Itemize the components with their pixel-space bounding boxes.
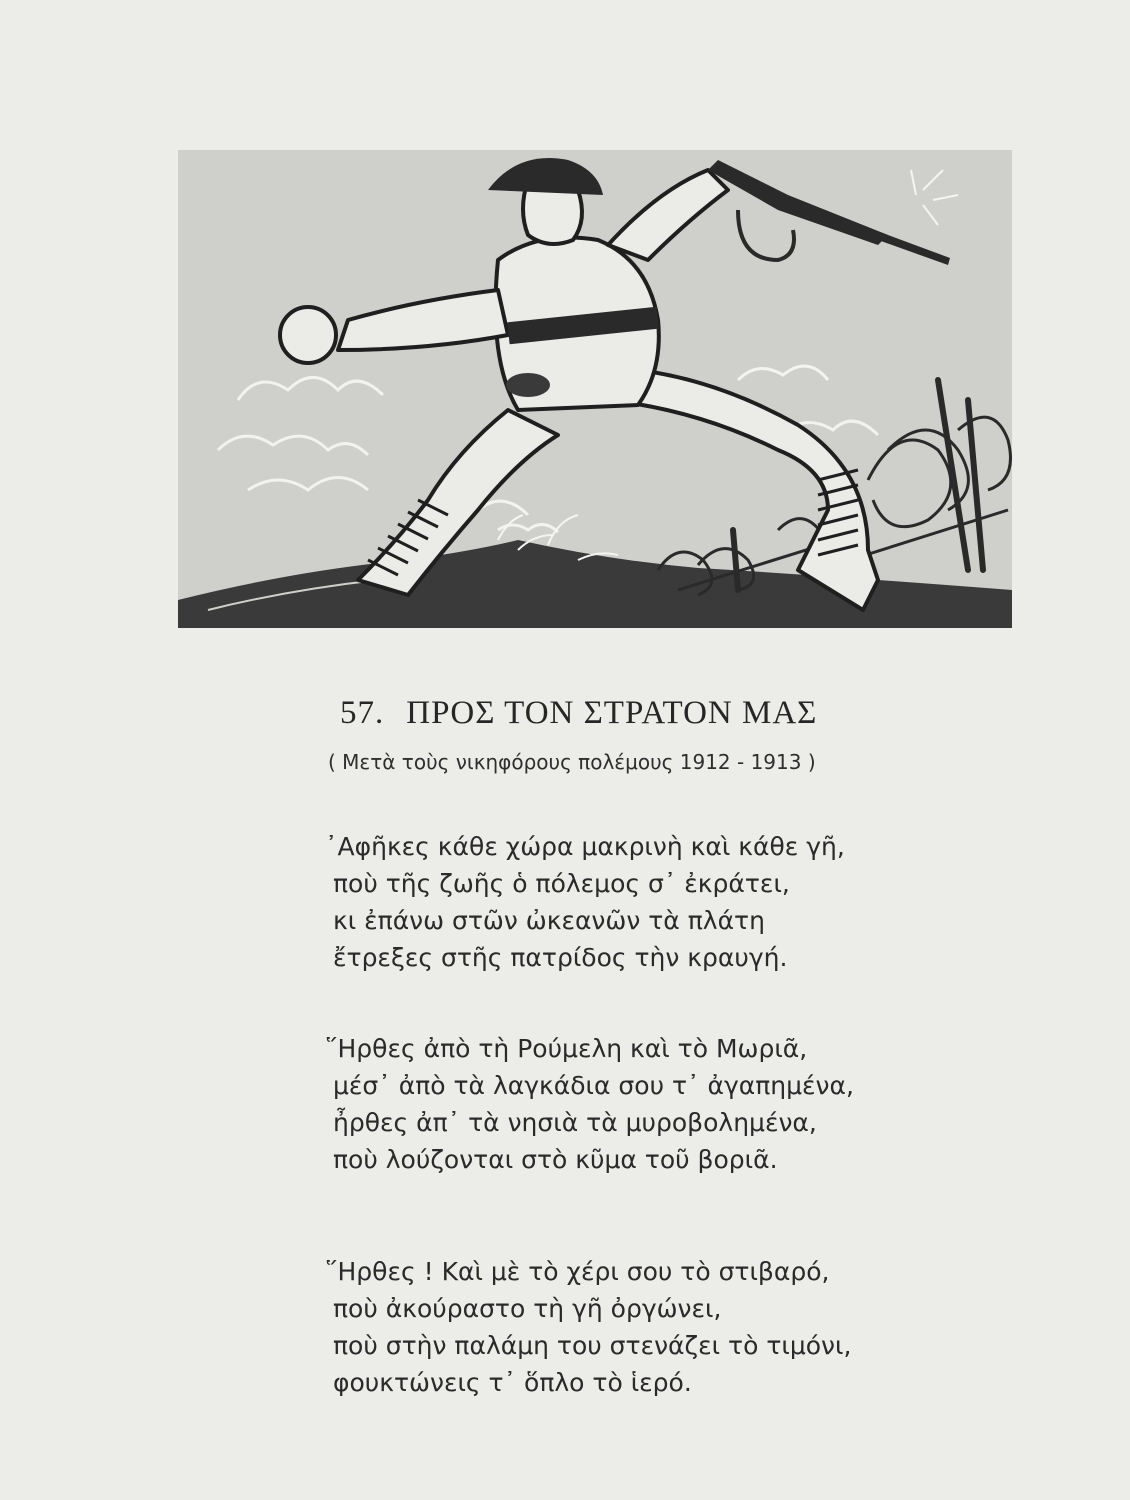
verse-line: ποὺ τῆς ζωῆς ὁ πόλεμος σ᾿ ἐκράτει, [333, 869, 790, 898]
poem-title-text: ΠΡΟΣ ΤΟΝ ΣΤΡΑΤΟΝ ΜΑΣ [406, 695, 818, 731]
verse-line: κι ἐπάνω στῶν ὠκεανῶν τὰ πλάτη [333, 906, 765, 935]
stanza-2 [325, 1030, 1005, 1178]
verse-line: φουκτώνεις τ᾿ ὅπλο τὸ ἱερό. [333, 1368, 692, 1397]
poem-subtitle: ( Μετὰ τοὺς νικηφόρους πολέμους 1912 - 1913 ) [328, 750, 816, 774]
verse-line: ἦρθες ἀπ᾿ τὰ νησιὰ τὰ μυροβολημένα, [333, 1108, 817, 1137]
verse-line: ποὺ λούζονται στὸ κῦμα τοῦ βοριᾶ. [333, 1145, 778, 1174]
soldier-throwing-grenade-icon [178, 150, 1012, 628]
poem-number: 57. [340, 695, 385, 731]
verse-line: ᾿Αφῆκες κάθε χώρα μακρινὴ καὶ κάθε γῆ, [325, 832, 845, 861]
verse-line: ῞Ηρθες ἀπὸ τὴ Ρούμελη καὶ τὸ Μωριᾶ, [325, 1034, 808, 1063]
stanza-1 [325, 828, 1005, 976]
poem-title [340, 695, 960, 732]
verse-line: ῞Ηρθες ! Καὶ μὲ τὸ χέρι σου τὸ στιβαρό, [325, 1257, 830, 1286]
verse-line: μέσ᾿ ἀπὸ τὰ λαγκάδια σου τ᾿ ἀγαπημένα, [333, 1071, 854, 1100]
soldier-illustration [178, 150, 1012, 628]
verse-line: ποὺ στὴν παλάμη του στενάζει τὸ τιμόνι, [333, 1331, 852, 1360]
stanza-3 [325, 1253, 1005, 1401]
verse-line: ἔτρεξες στῆς πατρίδος τὴν κραυγή. [333, 943, 788, 972]
verse-line: ποὺ ἀκούραστο τὴ γῆ ὀργώνει, [333, 1294, 722, 1323]
